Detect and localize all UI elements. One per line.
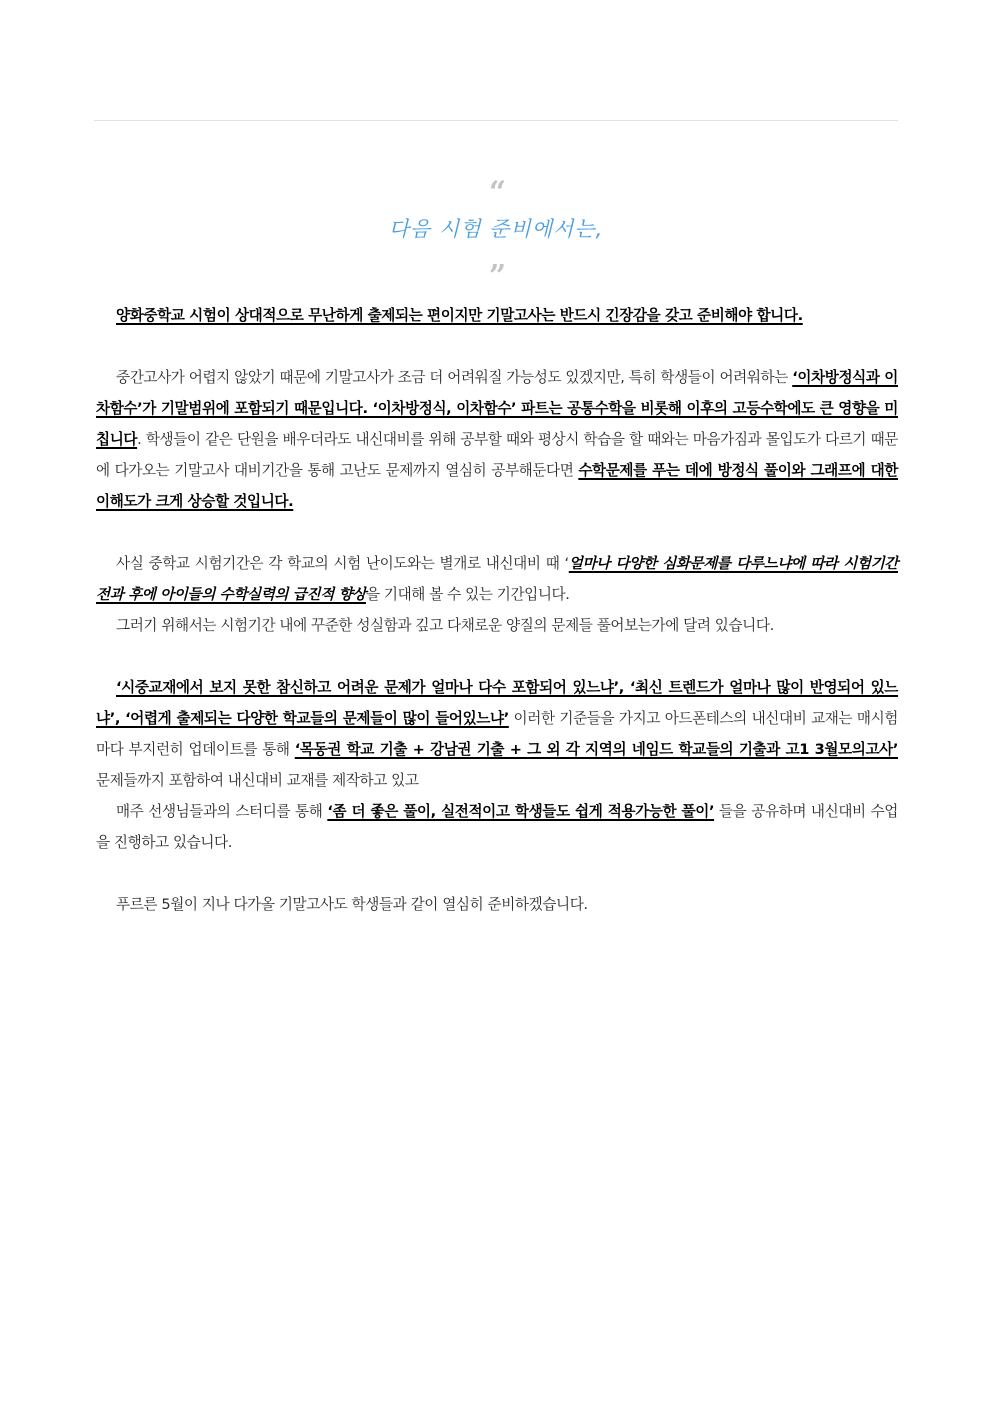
paragraph-intro [96,300,898,331]
emphasis-text: ‘이차방정식과 이차함수’가 기말범위에 포함되기 때문입니다. ‘이차방정식, 이차함수’ 파트는 공통수학을 비롯해 이후의 고등수학에도 큰 영향을 미칩니다 [96,369,898,448]
emphasis-text: 양화중학교 시험이 상대적으로 무난하게 출제되는 편이지만 기말고사는 반드시 긴장감을 갖고 준비해야 합니다. [116,307,803,324]
emphasis-text: ‘시중교재에서 보지 못한 참신하고 어려운 문제가 얼마나 다수 포함되어 있느냐’, ‘최신 트렌드가 얼마나 많이 반영되어 있느냐’, ‘어렵게 출제되는 다양한 학교들의 문제들이 많이 들어있느냐’ [96,679,898,727]
body-text: 이러한 기준들을 가지고 아드폰테스의 내신대비 교재는 매시험마다 부지런히 업데이트를 통해 [96,710,899,758]
paragraph-exam-period [96,548,898,610]
emphasis-text: ‘좀 더 좋은 풀이, 실전적이고 학생들도 쉽게 적용가능한 풀이’ [327,803,715,820]
body-text: 푸르른 5월이 지나 다가올 기말고사도 학생들과 같이 열심히 준비하겠습니다. [116,896,588,913]
paragraph-study [96,796,898,858]
body-text: 사실 중학교 시험기간은 각 학교의 시험 난이도와는 별개로 내신대비 때 ‘ [116,555,569,572]
emphasis-text: 수학문제를 푸는 데에 방정식 풀이와 그래프에 대한 이해도가 크게 상승할 것입니다. [96,462,898,510]
close-quote-icon: ” [488,259,504,294]
paragraph-textbook [96,672,898,796]
body-text: 중간고사가 어렵지 않았기 때문에 기말고사가 조금 더 어려워질 가능성도 있겠지만, 특히 학생들이 어려워하는 [116,369,793,386]
body-text: 매주 선생님들과의 스터디를 통해 [116,803,328,820]
top-divider [94,120,898,121]
emphasis-italic-text: 얼마나 다양한 심화문제를 다루느냐에 따라 시험기간 전과 후에 아이들의 수학실력의 급진적 향상 [96,555,898,603]
body-text: 그러기 위해서는 시험기간 내에 꾸준한 성실함과 깊고 다채로운 양질의 문제들 풀어보는가에 달려 있습니다. [116,617,774,634]
open-quote-icon: “ [488,175,504,210]
body-text: 문제들까지 포함하여 내신대비 교재를 제작하고 있고 [96,772,419,789]
body-text: 들을 공유하며 내신대비 수업을 진행하고 있습니다. [96,803,898,851]
emphasis-text: ‘목동권 학교 기출 + 강남권 기출 + 그 외 각 지역의 네임드 학교들의 기출과 고1 3월모의고사’ [294,741,898,758]
paragraph-diligence [96,610,898,641]
body-text: . 학생들이 같은 단원을 배우더라도 내신대비를 위해 공부할 때와 평상시 학습을 할 때와는 마음가짐과 몰입도가 다르기 때문에 다가오는 기말고사 대비기간을 통해 고난도 문제까지 열심히 공부해둔다면 [96,431,898,479]
article-body [96,300,898,920]
section-heading: 다음 시험 준비에서는, [388,217,604,241]
paragraph-closing [96,889,898,920]
body-text: 을 기대해 볼 수 있는 기간입니다. [365,586,570,603]
paragraph-exam-scope [96,362,898,517]
